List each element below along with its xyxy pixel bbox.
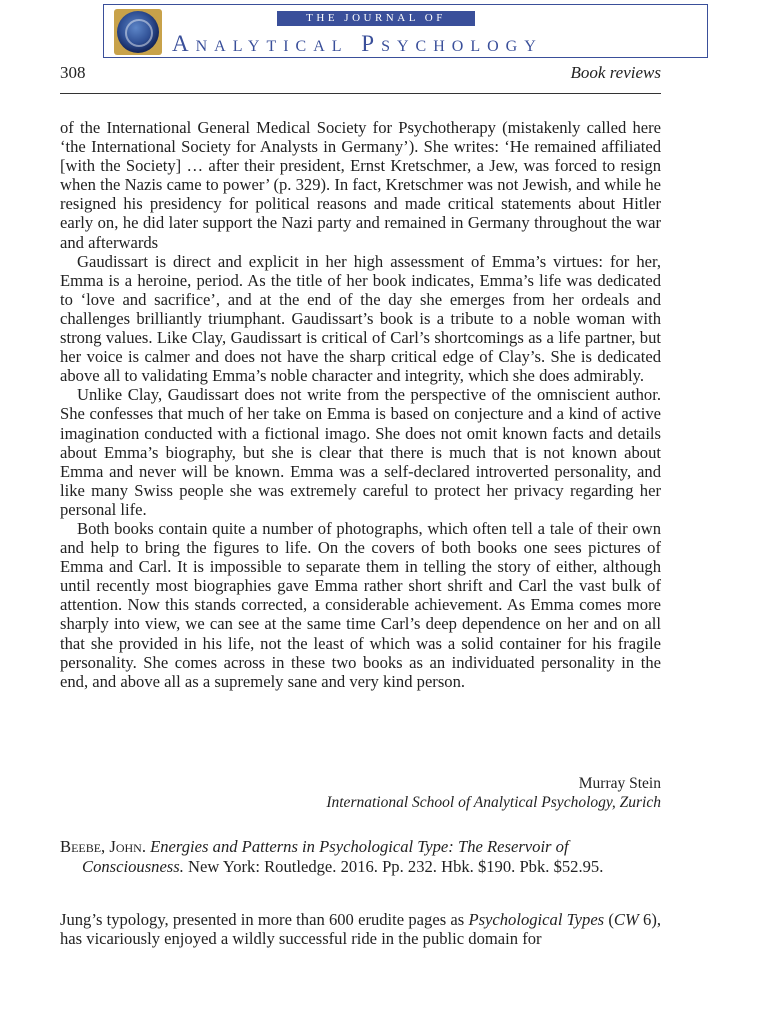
citation-author: Beebe, John. [60,837,146,856]
page-number: 308 [60,63,86,82]
citation-title: Energies and Patterns in Psychological Type: The Reservoir of Consciousness. [82,837,569,876]
paragraph: Gaudissart is direct and explicit in her high assessment of Emma’s virtues: for her, Emma is a heroine, period. As the title of her book indicates, Emma’s life was dedicated to ‘love and sacrifice’, and at the end of the day she emerges from her ordeals and challenges brilliantly triumphant. Gaudissart’s book is a tribute to a noble woman with strong values. Like Clay, Gaudissart is critical of Carl’s shortcomings as a life partner, but her voice is calmer and does not have the sharp critical edge of Clay’s. She is dedicated above all to validating Emma’s noble character and integrity, which she does admirably. [60,251,661,386]
next-lead: Jung’s typology, presented in more than 600 erudite pages as [60,910,465,929]
journal-top-line: THE JOURNAL OF [277,11,475,26]
paragraph: Both books contain quite a number of photographs, which often tell a tale of their own and help to bring the figures to life. On the covers of both books one sees pictures of Emma and Carl. It is impossible to separate them in telling the story of either, although until recently most biographies gave Emma rather short shrift and Carl the vast bulk of attention. Now this stands corrected, a considerable achievement. As Emma comes more sharply into view, we can see at the same time Carl’s deep dependence on her and on all that she provided in his life, not the least of which was a solid container for his fragile personality. She comes across in these two books as an individuated personality in the end, and above all as a supremely sane and very kind person. [60,518,661,691]
review-body [60,118,661,691]
paragraph: Unlike Clay, Gaudissart does not write from the perspective of the omniscient author. She confesses that much of her take on Emma is based on conjecture and a kind of active imagination conducted with a fictional imago. She does not omit known facts and details about Emma’s biography, but she is clear that there is much that is not known about Emma and never will be known. Emma was a self-declared introverted personality, and like many Swiss people she was extremely careful to protect her privacy regarding her personal life. [60,385,661,519]
next-review-paragraph [60,910,661,948]
next-rest: 6), has vicariously enjoyed a wildly successful ride in the public domain for [60,910,662,949]
reviewer-name: Murray Stein [578,775,661,792]
reviewer-affiliation: International School of Analytical Psychology, Zurich [326,794,661,811]
running-header [60,61,661,85]
book-citation [60,837,661,877]
header-divider [60,93,661,94]
citation-details: New York: Routledge. 2016. Pp. 232. Hbk. $190. Pbk. $52.95. [188,857,604,876]
journal-logo-icon [114,9,162,55]
paragraph: of the International General Medical Society for Psychotherapy (mistakenly called here ‘the International Society for Analysts in Germany’). She writes: ‘He remained affiliated [with the Society] … after their president, Ernst Kretschmer, a Jew, was forced to resign when the Nazis came to power’ (p. 329). In fact, Kretschmer was not Jewish, and while he resigned his presidency for political reasons and made critical statements about Hitler early on, he did later support the Nazi party and remained in Germany throughout the war and afterwards [60,118,661,252]
next-paren: ( [608,910,614,929]
journal-banner [103,4,708,58]
journal-title: Analytical Psychology [172,31,543,56]
section-title: Book reviews [570,63,661,82]
next-cw: CW [613,910,639,929]
reviewer-signature [60,774,661,812]
next-work-title: Psychological Types [468,910,605,929]
